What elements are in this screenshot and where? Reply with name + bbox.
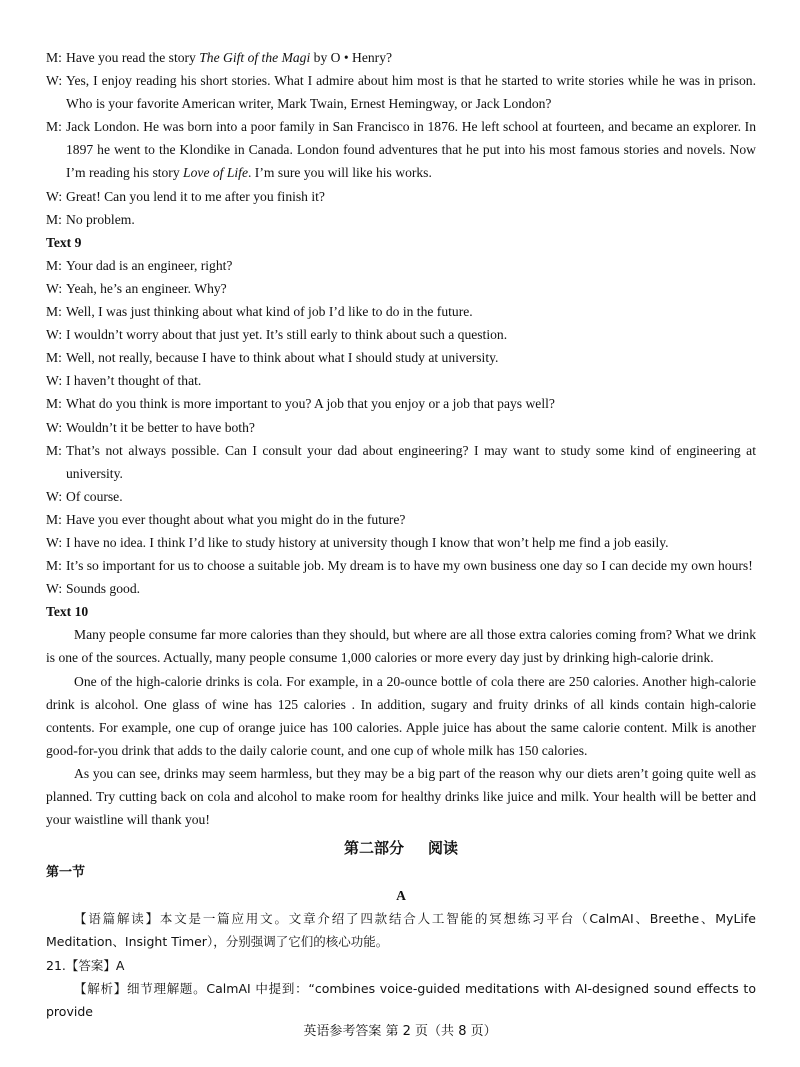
speaker-label: W: bbox=[46, 534, 63, 550]
speaker-label: W: bbox=[46, 188, 63, 204]
dialogue-text: by O • Henry? bbox=[310, 50, 393, 65]
answer-value: A bbox=[115, 957, 125, 973]
text10-passage bbox=[46, 623, 756, 831]
speaker-label: M: bbox=[46, 511, 62, 527]
paragraph: As you can see, drinks may seem harmless, but they may be a big part of the reason why our diets aren’t going quite well as planned. Try cutting back on cola and alcohol to make room for healthy drinks like juice and milk. Your health will be better and your waistline will thank you! bbox=[46, 765, 756, 828]
answer-label: 【答案】 bbox=[65, 957, 116, 973]
speaker-label: M: bbox=[46, 350, 62, 366]
speaker-label: W: bbox=[46, 419, 63, 435]
passage-analysis bbox=[46, 907, 756, 953]
dialogue-text: Jack London. He was born into a poor family in San Francisco in 1876. He left school at fourteen, and became an explorer. In 1897 he went to the Klondike in Canada. London found adventures that he put into his most famous stories and novels. Now I’m reading his story bbox=[66, 119, 756, 181]
dialogue-line bbox=[46, 346, 756, 369]
dialogue-line bbox=[46, 485, 756, 508]
text9-dialogue bbox=[46, 254, 756, 600]
speaker-label: M: bbox=[46, 558, 62, 574]
dialogue-line bbox=[46, 554, 756, 577]
speaker-label: W: bbox=[46, 280, 63, 296]
paragraph: Many people consume far more calories than they should, but where are all those extra calories coming from? What we drink is one of the sources. Actually, many people consume 1,000 calories or more every day just by drinking high-calorie drink. bbox=[46, 627, 756, 666]
part-two-subject: 阅读 bbox=[428, 839, 459, 858]
dialogue-text: . I’m sure you will like his works. bbox=[248, 165, 432, 181]
part-two-title bbox=[46, 835, 756, 861]
text8-dialogue bbox=[46, 46, 756, 231]
dialogue-text: Your dad is an engineer, right? bbox=[66, 257, 233, 273]
speaker-label: M: bbox=[46, 50, 62, 65]
dialogue-text: Well, I was just thinking about what kind of job I’d like to do in the future. bbox=[66, 304, 473, 320]
text10-heading: Text 10 bbox=[46, 604, 89, 620]
dialogue-line bbox=[46, 508, 756, 531]
dialogue-text: Sounds good. bbox=[66, 581, 141, 597]
dialogue-line bbox=[46, 439, 756, 485]
speaker-label: M: bbox=[46, 211, 62, 227]
dialogue-text: Yes, I enjoy reading his short stories. What I admire about him most is that he started to write stories while he was in prison. Who is your favorite American writer, Mark Twain, Ernest Hemingway, or Jack London? bbox=[66, 73, 756, 112]
question-number: 21. bbox=[46, 957, 66, 973]
question-21-answer bbox=[46, 954, 756, 977]
dialogue-text: What do you think is more important to you? A job that you enjoy or a job that pays well? bbox=[66, 396, 555, 412]
speaker-label: M: bbox=[46, 257, 62, 273]
dialogue-text: I have no idea. I think I’d like to study history at university though I know that won’t help me find a job easily. bbox=[66, 534, 669, 550]
dialogue-text: I haven’t thought of that. bbox=[66, 373, 202, 389]
dialogue-text: Yeah, he’s an engineer. Why? bbox=[66, 280, 227, 296]
dialogue-line bbox=[46, 277, 756, 300]
speaker-label: W: bbox=[46, 488, 63, 504]
speaker-label: W: bbox=[46, 373, 63, 389]
explanation-label: 【解析】 bbox=[74, 980, 127, 996]
analysis-text: 本文是一篇应用文。文章介绍了四款结合人工智能的冥想练习平台（CalmAI、Breethe、MyLife Meditation、Insight Timer），分别强调了它们的核心功能。 bbox=[46, 911, 756, 950]
paragraph: One of the high-calorie drinks is cola. For example, in a 20-ounce bottle of cola there are 250 calories. Another high-calorie drink is alcohol. One glass of wine has 125 calories . In addition, sugary and fruity drinks of all kinds contain high-calorie contents. For example, one cup of orange juice has 100 calories. Apple juice has about the same calorie content. Milk is another good-for-you drink that adds to the daily calorie count, and one cup of whole milk has 150 calories. bbox=[46, 673, 756, 758]
speaker-label: W: bbox=[46, 327, 63, 343]
dialogue-line bbox=[46, 416, 756, 439]
passage-letter: A bbox=[396, 888, 406, 904]
speaker-label: M: bbox=[46, 304, 62, 320]
dialogue-line bbox=[46, 46, 756, 69]
dialogue-line bbox=[46, 300, 756, 323]
analysis-label: 【语篇解读】 bbox=[74, 911, 160, 927]
dialogue-line bbox=[46, 254, 756, 277]
dialogue-line bbox=[46, 208, 756, 231]
explanation-text: 细节理解题。CalmAI 中提到：“combines voice-guided meditations with AI-designed sound effects to provide bbox=[46, 980, 756, 1019]
dialogue-text: Wouldn’t it be better to have both? bbox=[66, 419, 255, 435]
title-italic: Love of Life bbox=[183, 165, 248, 181]
dialogue-text: I wouldn’t worry about that just yet. It’s still early to think about such a question. bbox=[66, 327, 508, 343]
dialogue-text: Well, not really, because I have to think about what I should study at university. bbox=[66, 350, 499, 366]
section-one-heading: 第一节 bbox=[46, 865, 86, 881]
dialogue-text: Of course. bbox=[66, 488, 123, 504]
page-footer: 英语参考答案 第 2 页（共 8 页） bbox=[303, 1024, 497, 1039]
dialogue-line bbox=[46, 369, 756, 392]
dialogue-line bbox=[46, 577, 756, 600]
dialogue-text: No problem. bbox=[66, 211, 135, 227]
dialogue-text: Great! Can you lend it to me after you finish it? bbox=[66, 188, 325, 204]
speaker-label: M: bbox=[46, 119, 62, 135]
text9-heading: Text 9 bbox=[46, 234, 82, 250]
dialogue-line bbox=[46, 323, 756, 346]
speaker-label: M: bbox=[46, 396, 62, 412]
dialogue-text: That’s not always possible. Can I consult your dad about engineering? I may want to study some kind of engineering at university. bbox=[66, 442, 756, 481]
title-italic: The Gift of the Magi bbox=[199, 50, 311, 65]
page-content bbox=[46, 46, 756, 1023]
speaker-label: M: bbox=[46, 442, 62, 458]
dialogue-text: Have you read the story bbox=[66, 50, 200, 65]
dialogue-line bbox=[46, 392, 756, 415]
speaker-label: W: bbox=[46, 581, 63, 597]
dialogue-text: Have you ever thought about what you might do in the future? bbox=[66, 511, 406, 527]
dialogue-line bbox=[46, 69, 756, 115]
dialogue-line bbox=[46, 531, 756, 554]
part-two-label: 第二部分 bbox=[343, 839, 404, 858]
question-21-explanation bbox=[46, 977, 756, 1023]
dialogue-text: It’s so important for us to choose a suitable job. My dream is to have my own business one day so I can decide my own hours! bbox=[66, 558, 753, 574]
speaker-label: W: bbox=[46, 73, 63, 89]
dialogue-line bbox=[46, 115, 756, 184]
dialogue-line bbox=[46, 185, 756, 208]
